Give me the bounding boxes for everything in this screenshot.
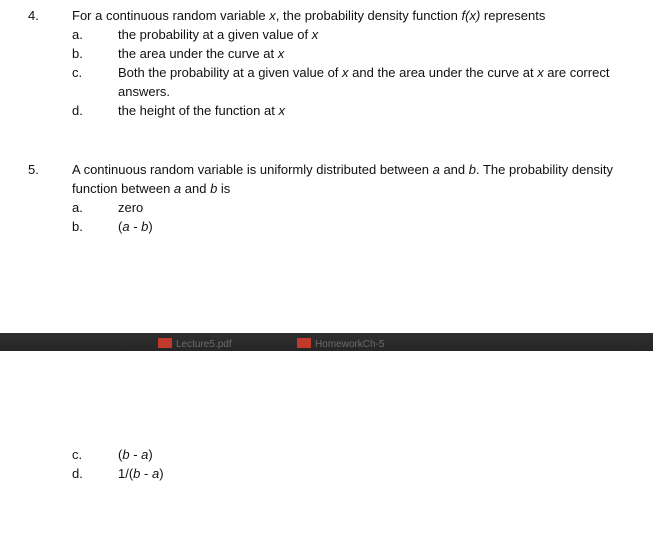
option-letter: b. [72,46,83,61]
option-letter: a. [72,200,83,215]
option-letter: d. [72,103,83,118]
taskbar-item-lecture5[interactable]: Lecture5.pdf [158,338,278,351]
option-text: (a - b) [118,219,153,234]
pdf-icon [158,338,172,348]
option-letter: b. [72,219,83,234]
option-letter: d. [72,466,83,481]
taskbar-strip [0,333,653,351]
option-letter: a. [72,27,83,42]
taskbar-item-homework[interactable]: HomeworkCh-5 [297,338,421,351]
option-text: 1/(b - a) [118,466,164,481]
pdf-icon [297,338,311,348]
question-number: 4. [28,8,39,23]
question-stem: For a continuous random variable x, the probability density function f(x) represents [72,8,546,23]
option-text: (b - a) [118,447,153,462]
option-letter: c. [72,447,83,462]
option-text: the height of the function at x [118,103,285,118]
option-text: Both the probability at a given value of x and the area under the curve at x are correct answers. [118,65,610,99]
question-stem: A continuous random variable is uniformly distributed between a and b. The probability density function between a and b is [72,162,614,196]
option-text: the probability at a given value of x [118,27,319,42]
question-number: 5. [28,162,39,177]
option-letter: c. [72,65,83,80]
option-text: zero [118,200,144,215]
option-text: the area under the curve at x [118,46,285,61]
